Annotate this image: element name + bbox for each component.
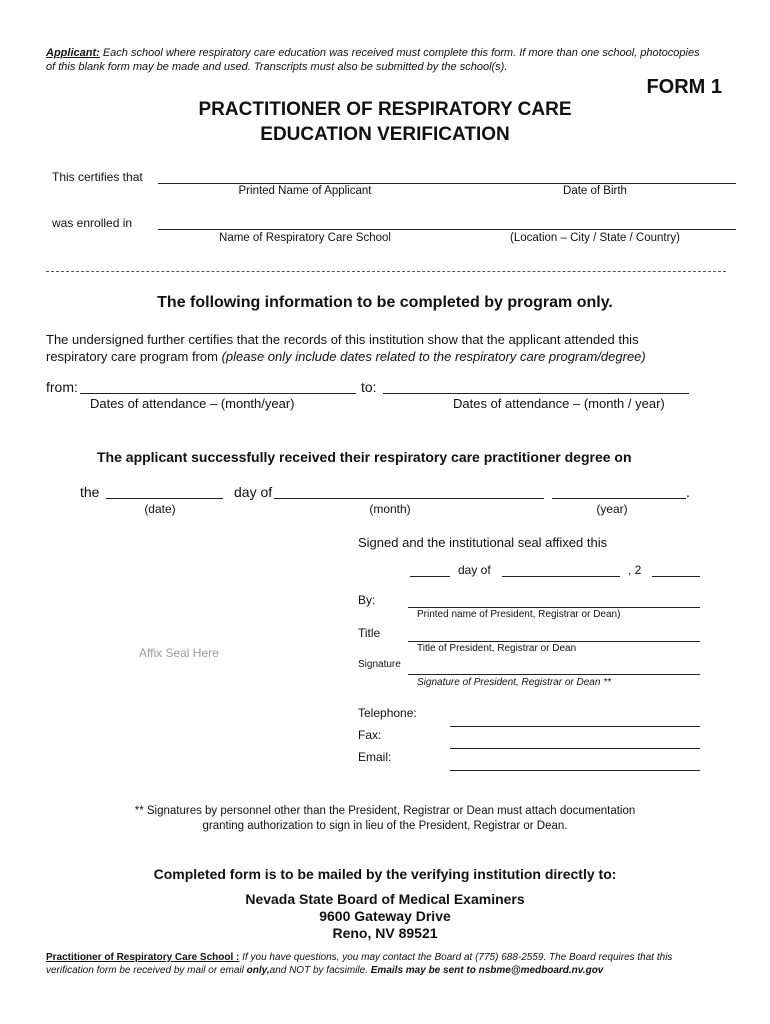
fax-label: Fax: (358, 728, 382, 742)
telephone-line[interactable] (450, 726, 700, 727)
enrolled-label: was enrolled in (52, 216, 133, 230)
degree-heading: The applicant successfully received their respiratory care practitioner degree on (97, 449, 632, 465)
degree-month-line[interactable] (274, 498, 544, 499)
to-date-line[interactable] (383, 393, 689, 394)
signature-label: Signature (358, 659, 401, 670)
program-heading: The following information to be completed by program only. (157, 294, 613, 311)
title-line1: PRACTITIONER OF RESPIRATORY CARE (198, 99, 572, 120)
location-caption: (Location – City / State / Country) (509, 232, 681, 244)
footer-note (46, 951, 746, 977)
signed-year-line[interactable] (652, 576, 700, 577)
president-title-line[interactable] (408, 641, 700, 642)
signed-comma-2: , 2 (628, 563, 642, 577)
footer-text2b: only, (246, 965, 270, 976)
date-caption: (date) (144, 502, 176, 516)
period: . (686, 484, 690, 500)
signed-text: Signed and the institutional seal affixed this (358, 535, 608, 550)
mailing-org: Nevada State Board of Medical Examiners (245, 891, 525, 907)
footer-text2c: and NOT by facsimile. (269, 965, 371, 976)
affix-seal-label: Affix Seal Here (139, 646, 219, 660)
from-label: from: (46, 379, 78, 395)
footnote-line2: granting authorization to sign in lieu of the President, Registrar or Dean. (202, 820, 568, 832)
to-label: to: (361, 379, 377, 395)
applicant-note (46, 46, 736, 74)
applicant-label: Applicant: (46, 47, 100, 59)
form-number: FORM 1 (646, 76, 722, 98)
mailing-street: 9600 Gateway Drive (319, 908, 451, 924)
year-caption: (year) (596, 502, 628, 516)
school-name-line[interactable] (158, 229, 736, 230)
from-date-line[interactable] (80, 393, 356, 394)
program-body (46, 331, 746, 365)
email-line[interactable] (450, 770, 700, 771)
month-caption: (month) (369, 502, 411, 516)
applicant-name-line[interactable] (158, 183, 736, 184)
certifies-label: This certifies that (52, 170, 143, 184)
footnote-line1: ** Signatures by personnel other than the President, Registrar or Dean must attach documentation (134, 805, 636, 817)
signed-day-of: day of (458, 563, 491, 577)
program-body-note: (please only include dates related to the respiratory care program/degree) (221, 349, 646, 364)
signed-day-line[interactable] (410, 576, 450, 577)
president-caption: Printed name of President, Registrar or Dean) (417, 609, 621, 620)
footnote (0, 804, 770, 834)
name-caption: Printed Name of Applicant (238, 185, 372, 197)
telephone-label: Telephone: (358, 706, 417, 720)
footer-text2a: verification form be received by mail or email (46, 965, 247, 976)
title-line2: EDUCATION VERIFICATION (260, 124, 510, 145)
signature-line[interactable] (408, 674, 700, 675)
program-body-line2: respiratory care program from (46, 349, 222, 364)
degree-date-line[interactable] (106, 498, 223, 499)
signature-caption: Signature of President, Registrar or Dean ** (417, 677, 611, 688)
mailing-address (0, 891, 770, 942)
school-caption: Name of Respiratory Care School (219, 232, 391, 244)
footer-email-note: Emails may be sent to nsbme@medboard.nv.gov (370, 965, 604, 976)
program-body-line1: The undersigned further certifies that the records of this institution show that the applicant attended this (46, 332, 639, 347)
title-label: Title (358, 626, 381, 640)
dob-caption: Date of Birth (563, 185, 627, 197)
degree-year-line[interactable] (552, 498, 686, 499)
applicant-note-line2: of this blank form may be made and used. Transcripts must also be submitted by the school(s). (46, 61, 508, 73)
title-caption: Title of President, Registrar or Dean (417, 643, 577, 654)
page-title (0, 97, 770, 147)
signed-month-line[interactable] (502, 576, 620, 577)
day-of-label: day of (234, 484, 273, 500)
footer-label: Practitioner of Respiratory Care School : (46, 952, 240, 963)
dates-caption-from: Dates of attendance – (month/year) (90, 396, 295, 411)
dates-caption-to: Dates of attendance – (month / year) (453, 396, 665, 411)
the-label: the (80, 484, 100, 500)
fax-line[interactable] (450, 748, 700, 749)
president-name-line[interactable] (408, 607, 700, 608)
mailing-heading: Completed form is to be mailed by the verifying institution directly to: (153, 866, 617, 882)
footer-text1: If you have questions, you may contact the Board at (775) 688-2559. The Board requires that this (239, 952, 673, 963)
email-label: Email: (358, 750, 392, 764)
section-divider (46, 271, 726, 272)
by-label: By: (358, 593, 376, 607)
mailing-city: Reno, NV 89521 (332, 925, 438, 941)
applicant-note-line1: Each school where respiratory care education was received must complete this form. If more than one school, photocopies (99, 47, 700, 59)
